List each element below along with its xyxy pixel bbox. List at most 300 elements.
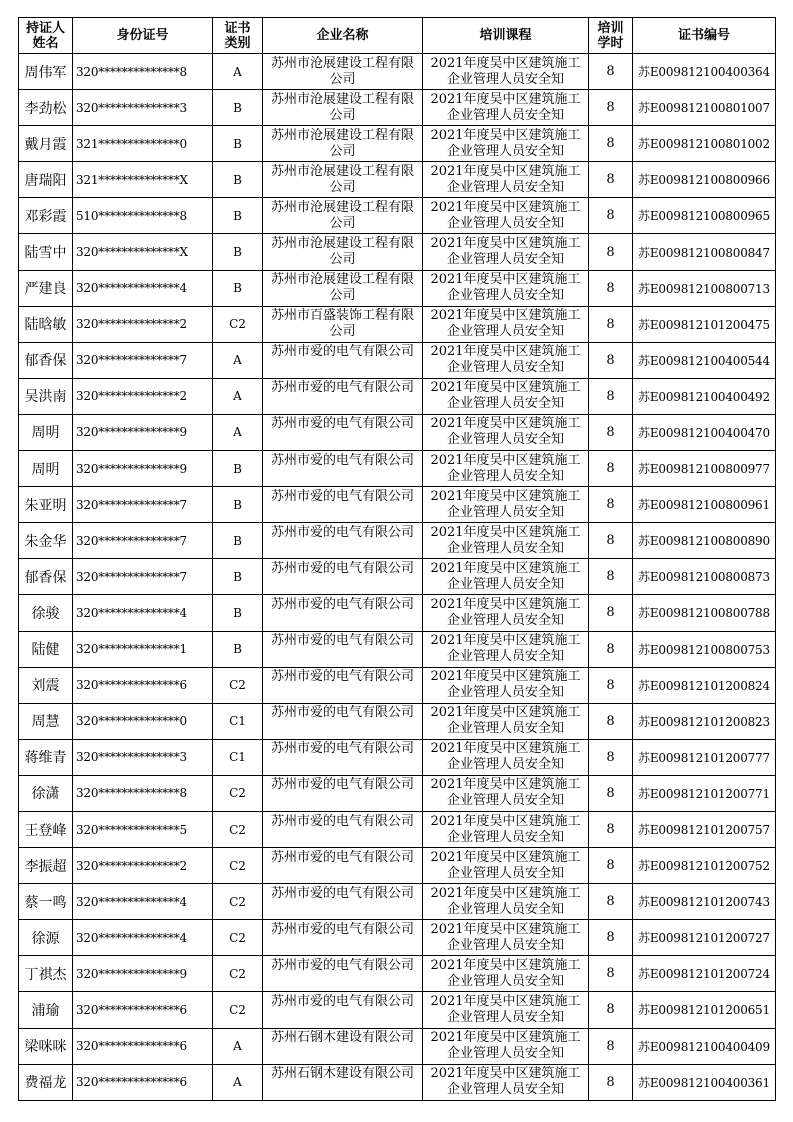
table-row [19, 523, 776, 559]
cell-course [423, 54, 589, 90]
cell-cert: 苏E009812101200743 [633, 884, 776, 920]
cell-hours: 8 [589, 1028, 633, 1064]
cell-hours: 8 [589, 198, 633, 234]
table-row [19, 811, 776, 847]
cell-id: 320**************2 [73, 306, 213, 342]
cell-hours: 8 [589, 306, 633, 342]
table-row [19, 162, 776, 198]
cell-hours: 8 [589, 739, 633, 775]
cell-company-text: 苏州市爱的电气有限公司 [270, 705, 414, 721]
cell-id: 320**************6 [73, 992, 213, 1028]
cell-name: 吴洪南 [19, 378, 73, 414]
cell-company [263, 848, 423, 884]
cell-id: 320**************7 [73, 342, 213, 378]
cell-name: 蒋维青 [19, 739, 73, 775]
cell-course [423, 884, 589, 920]
cell-name: 郁香保 [19, 559, 73, 595]
cell-cert: 苏E009812101200823 [633, 703, 776, 739]
header-name [19, 18, 73, 54]
cell-cert: 苏E009812101200724 [633, 956, 776, 992]
cell-company-text: 苏州市沧展建设工程有限公司 [270, 272, 414, 304]
cell-name: 周明 [19, 414, 73, 450]
cell-type: B [213, 198, 263, 234]
table-row [19, 270, 776, 306]
cell-type: B [213, 559, 263, 595]
cell-course [423, 523, 589, 559]
cell-name: 徐源 [19, 920, 73, 956]
cell-company [263, 811, 423, 847]
cell-id: 320**************8 [73, 54, 213, 90]
cell-company-text: 苏州市百盛装饰工程有限公司 [270, 308, 414, 340]
cell-cert: 苏E009812100400492 [633, 378, 776, 414]
cell-company [263, 1028, 423, 1064]
cell-company [263, 162, 423, 198]
cell-hours: 8 [589, 342, 633, 378]
cell-id: 320**************7 [73, 523, 213, 559]
table-row [19, 451, 776, 487]
cell-cert: 苏E009812101200771 [633, 775, 776, 811]
cell-cert: 苏E009812100800977 [633, 451, 776, 487]
cell-course [423, 487, 589, 523]
cell-cert: 苏E009812100800966 [633, 162, 776, 198]
cell-name: 朱金华 [19, 523, 73, 559]
cell-company-text: 苏州市爱的电气有限公司 [270, 957, 414, 973]
cell-course-text: 2021年度吴中区建筑施工企业管理人员安全知 [430, 416, 581, 448]
cell-company-text: 苏州市沧展建设工程有限公司 [270, 91, 414, 123]
table-row [19, 198, 776, 234]
cell-type: A [213, 342, 263, 378]
table-row [19, 1028, 776, 1064]
cell-cert: 苏E009812100800873 [633, 559, 776, 595]
cell-course-text: 2021年度吴中区建筑施工企业管理人员安全知 [430, 1066, 581, 1098]
table-row [19, 631, 776, 667]
cell-type: A [213, 1064, 263, 1100]
cell-name: 邓彩霞 [19, 198, 73, 234]
cell-id: 320**************X [73, 234, 213, 270]
cell-course-text: 2021年度吴中区建筑施工企业管理人员安全知 [430, 308, 581, 340]
cell-course [423, 342, 589, 378]
cell-company [263, 487, 423, 523]
cell-company-text: 苏州市沧展建设工程有限公司 [270, 199, 414, 231]
cell-company [263, 775, 423, 811]
cell-company-text: 苏州市爱的电气有限公司 [270, 633, 414, 649]
table-row [19, 739, 776, 775]
header-company-text: 企业名称 [316, 28, 369, 43]
cell-type: B [213, 126, 263, 162]
cell-hours: 8 [589, 451, 633, 487]
cell-company [263, 992, 423, 1028]
cell-course-text: 2021年度吴中区建筑施工企业管理人员安全知 [430, 921, 581, 953]
cell-company [263, 703, 423, 739]
cell-course-text: 2021年度吴中区建筑施工企业管理人员安全知 [430, 236, 581, 268]
cell-course-text: 2021年度吴中区建筑施工企业管理人员安全知 [430, 705, 581, 737]
cell-course-text: 2021年度吴中区建筑施工企业管理人员安全知 [430, 633, 581, 665]
cell-company [263, 90, 423, 126]
cell-hours: 8 [589, 54, 633, 90]
cell-course [423, 126, 589, 162]
cell-cert: 苏E009812100800713 [633, 270, 776, 306]
cell-type: C2 [213, 884, 263, 920]
cell-id: 321**************X [73, 162, 213, 198]
cell-type: B [213, 234, 263, 270]
cell-id: 320**************2 [73, 848, 213, 884]
cell-course [423, 234, 589, 270]
cell-name: 梁咪咪 [19, 1028, 73, 1064]
cell-hours: 8 [589, 920, 633, 956]
cell-company [263, 559, 423, 595]
cell-company [263, 956, 423, 992]
cell-company-text: 苏州市沧展建设工程有限公司 [270, 236, 414, 268]
cell-type: B [213, 487, 263, 523]
cell-type: C2 [213, 306, 263, 342]
cell-cert: 苏E009812100400544 [633, 342, 776, 378]
cell-cert: 苏E009812100400409 [633, 1028, 776, 1064]
cell-course-text: 2021年度吴中区建筑施工企业管理人员安全知 [430, 1030, 581, 1062]
cell-id: 320**************4 [73, 884, 213, 920]
cell-cert: 苏E009812100400364 [633, 54, 776, 90]
cell-id: 320**************4 [73, 595, 213, 631]
cell-hours: 8 [589, 559, 633, 595]
cell-company-text: 苏州市爱的电气有限公司 [270, 380, 414, 396]
cell-type: C2 [213, 848, 263, 884]
cell-course [423, 811, 589, 847]
cell-type: B [213, 451, 263, 487]
cell-company [263, 378, 423, 414]
cell-course [423, 414, 589, 450]
cell-hours: 8 [589, 703, 633, 739]
table-header [19, 18, 776, 54]
cell-course-text: 2021年度吴中区建筑施工企业管理人员安全知 [430, 741, 581, 773]
cell-course [423, 920, 589, 956]
table-row [19, 54, 776, 90]
cell-id: 320**************6 [73, 667, 213, 703]
cell-company-text: 苏州市爱的电气有限公司 [270, 885, 414, 901]
cell-type: B [213, 595, 263, 631]
cell-company-text: 苏州石钢木建设有限公司 [270, 1030, 414, 1046]
cell-course [423, 198, 589, 234]
cell-type: B [213, 523, 263, 559]
header-course-text: 培训课程 [479, 28, 532, 43]
table-row [19, 920, 776, 956]
cell-course [423, 739, 589, 775]
cell-type: A [213, 54, 263, 90]
cell-course-text: 2021年度吴中区建筑施工企业管理人员安全知 [430, 993, 581, 1025]
cell-company [263, 920, 423, 956]
cell-course [423, 378, 589, 414]
cell-type: B [213, 90, 263, 126]
cell-course [423, 703, 589, 739]
cell-hours: 8 [589, 667, 633, 703]
cell-type: C2 [213, 775, 263, 811]
table-row [19, 884, 776, 920]
cell-name: 郁香保 [19, 342, 73, 378]
table-row [19, 992, 776, 1028]
cell-company [263, 451, 423, 487]
cell-company [263, 739, 423, 775]
header-type [213, 18, 263, 54]
cell-company [263, 667, 423, 703]
cell-course-text: 2021年度吴中区建筑施工企业管理人员安全知 [430, 199, 581, 231]
cell-course-text: 2021年度吴中区建筑施工企业管理人员安全知 [430, 344, 581, 376]
header-course [423, 18, 589, 54]
cell-id: 320**************1 [73, 631, 213, 667]
cell-type: C1 [213, 739, 263, 775]
cell-company [263, 414, 423, 450]
cell-name: 唐瑞阳 [19, 162, 73, 198]
cell-cert: 苏E009812101200475 [633, 306, 776, 342]
cell-id: 320**************9 [73, 956, 213, 992]
cell-course-text: 2021年度吴中区建筑施工企业管理人员安全知 [430, 127, 581, 159]
table-row [19, 667, 776, 703]
cell-name: 徐潇 [19, 775, 73, 811]
header-company [263, 18, 423, 54]
cell-type: B [213, 631, 263, 667]
header-id [73, 18, 213, 54]
cell-company [263, 54, 423, 90]
cell-cert: 苏E009812101200777 [633, 739, 776, 775]
cell-course-text: 2021年度吴中区建筑施工企业管理人员安全知 [430, 55, 581, 87]
cell-cert: 苏E009812101200824 [633, 667, 776, 703]
cell-company [263, 126, 423, 162]
cell-type: A [213, 378, 263, 414]
cell-hours: 8 [589, 126, 633, 162]
cell-cert: 苏E009812100400470 [633, 414, 776, 450]
cell-type: B [213, 270, 263, 306]
cell-course-text: 2021年度吴中区建筑施工企业管理人员安全知 [430, 885, 581, 917]
table-row [19, 234, 776, 270]
cell-company-text: 苏州市爱的电气有限公司 [270, 849, 414, 865]
cell-company [263, 595, 423, 631]
cell-course-text: 2021年度吴中区建筑施工企业管理人员安全知 [430, 813, 581, 845]
cell-type: C2 [213, 811, 263, 847]
cell-course [423, 90, 589, 126]
cell-id: 320**************7 [73, 559, 213, 595]
cell-course-text: 2021年度吴中区建筑施工企业管理人员安全知 [430, 452, 581, 484]
cell-course [423, 162, 589, 198]
table-row [19, 306, 776, 342]
cell-company-text: 苏州市爱的电气有限公司 [270, 344, 414, 360]
cell-cert: 苏E009812101200757 [633, 811, 776, 847]
cell-cert: 苏E009812101200651 [633, 992, 776, 1028]
cell-name: 陆健 [19, 631, 73, 667]
cell-course [423, 451, 589, 487]
cell-id: 510**************8 [73, 198, 213, 234]
cell-hours: 8 [589, 234, 633, 270]
cell-id: 320**************9 [73, 414, 213, 450]
cell-id: 320**************8 [73, 775, 213, 811]
cell-hours: 8 [589, 162, 633, 198]
cell-company-text: 苏州市爱的电气有限公司 [270, 596, 414, 612]
cell-company-text: 苏州市爱的电气有限公司 [270, 813, 414, 829]
cell-name: 周伟军 [19, 54, 73, 90]
cell-company [263, 884, 423, 920]
cell-id: 320**************0 [73, 703, 213, 739]
cell-company-text: 苏州市爱的电气有限公司 [270, 669, 414, 685]
cell-cert: 苏E009812100801007 [633, 90, 776, 126]
cell-name: 周慧 [19, 703, 73, 739]
cell-cert: 苏E009812101200727 [633, 920, 776, 956]
cell-company-text: 苏州市爱的电气有限公司 [270, 524, 414, 540]
cell-hours: 8 [589, 848, 633, 884]
table-row [19, 848, 776, 884]
cell-company-text: 苏州市爱的电气有限公司 [270, 416, 414, 432]
table-row [19, 487, 776, 523]
cell-course [423, 1064, 589, 1100]
table-row [19, 414, 776, 450]
cell-hours: 8 [589, 523, 633, 559]
cell-company [263, 342, 423, 378]
cell-name: 戴月霞 [19, 126, 73, 162]
cell-course-text: 2021年度吴中区建筑施工企业管理人员安全知 [430, 560, 581, 592]
cell-id: 320**************5 [73, 811, 213, 847]
cell-course [423, 1028, 589, 1064]
cell-cert: 苏E009812100800961 [633, 487, 776, 523]
cell-course-text: 2021年度吴中区建筑施工企业管理人员安全知 [430, 849, 581, 881]
cell-cert: 苏E009812101200752 [633, 848, 776, 884]
header-cert-text: 证书编号 [677, 28, 730, 43]
cell-cert: 苏E009812100800847 [633, 234, 776, 270]
cell-name: 陆雪中 [19, 234, 73, 270]
cell-course-text: 2021年度吴中区建筑施工企业管理人员安全知 [430, 596, 581, 628]
cell-name: 蔡一鸣 [19, 884, 73, 920]
cell-course [423, 270, 589, 306]
cell-course-text: 2021年度吴中区建筑施工企业管理人员安全知 [430, 91, 581, 123]
cell-name: 陆晗敏 [19, 306, 73, 342]
cell-hours: 8 [589, 414, 633, 450]
cell-company [263, 306, 423, 342]
cell-name: 刘震 [19, 667, 73, 703]
cell-course-text: 2021年度吴中区建筑施工企业管理人员安全知 [430, 777, 581, 809]
table-row [19, 775, 776, 811]
cell-cert: 苏E009812100800753 [633, 631, 776, 667]
cell-id: 320**************3 [73, 90, 213, 126]
cell-course [423, 595, 589, 631]
cell-id: 320**************4 [73, 270, 213, 306]
cell-hours: 8 [589, 884, 633, 920]
table-row [19, 956, 776, 992]
cell-company-text: 苏州市爱的电气有限公司 [270, 560, 414, 576]
cell-cert: 苏E009812100800890 [633, 523, 776, 559]
table-body [19, 54, 776, 1101]
cell-name: 李振超 [19, 848, 73, 884]
cell-course [423, 992, 589, 1028]
cell-id: 320**************3 [73, 739, 213, 775]
table-row [19, 342, 776, 378]
cell-type: A [213, 1028, 263, 1064]
cell-course-text: 2021年度吴中区建筑施工企业管理人员安全知 [430, 380, 581, 412]
cell-course [423, 559, 589, 595]
cell-company-text: 苏州市沧展建设工程有限公司 [270, 163, 414, 195]
cell-company [263, 198, 423, 234]
header-type-text: 证书 类别 [224, 20, 251, 51]
cell-company [263, 523, 423, 559]
cell-id: 320**************6 [73, 1028, 213, 1064]
cell-type: C2 [213, 956, 263, 992]
cell-name: 徐骏 [19, 595, 73, 631]
header-hours [589, 18, 633, 54]
header-cert [633, 18, 776, 54]
cell-company [263, 270, 423, 306]
cell-company [263, 1064, 423, 1100]
cell-hours: 8 [589, 378, 633, 414]
cell-type: B [213, 162, 263, 198]
table-row [19, 559, 776, 595]
cell-company [263, 631, 423, 667]
cell-type: C2 [213, 992, 263, 1028]
cell-cert: 苏E009812100800788 [633, 595, 776, 631]
header-id-text: 身份证号 [116, 28, 169, 43]
cell-company-text: 苏州市爱的电气有限公司 [270, 452, 414, 468]
cell-hours: 8 [589, 595, 633, 631]
cell-company [263, 234, 423, 270]
cell-id: 320**************7 [73, 487, 213, 523]
cell-name: 严建良 [19, 270, 73, 306]
cell-course [423, 848, 589, 884]
cell-hours: 8 [589, 270, 633, 306]
cell-hours: 8 [589, 1064, 633, 1100]
cell-course-text: 2021年度吴中区建筑施工企业管理人员安全知 [430, 669, 581, 701]
cell-cert: 苏E009812100400361 [633, 1064, 776, 1100]
cell-company-text: 苏州市爱的电气有限公司 [270, 777, 414, 793]
cell-company-text: 苏州市沧展建设工程有限公司 [270, 127, 414, 159]
table-row [19, 1064, 776, 1100]
cell-company-text: 苏州市沧展建设工程有限公司 [270, 55, 414, 87]
cell-id: 320**************9 [73, 451, 213, 487]
cell-name: 王登峰 [19, 811, 73, 847]
cell-course [423, 775, 589, 811]
cell-name: 费福龙 [19, 1064, 73, 1100]
cell-name: 浦瑜 [19, 992, 73, 1028]
table-row [19, 595, 776, 631]
cell-course [423, 306, 589, 342]
cell-name: 丁祺杰 [19, 956, 73, 992]
cell-course-text: 2021年度吴中区建筑施工企业管理人员安全知 [430, 488, 581, 520]
table-row [19, 126, 776, 162]
cell-company-text: 苏州市爱的电气有限公司 [270, 921, 414, 937]
header-name-text: 持证人 姓名 [25, 20, 65, 51]
cell-cert: 苏E009812100800965 [633, 198, 776, 234]
cell-company-text: 苏州市爱的电气有限公司 [270, 993, 414, 1009]
cell-hours: 8 [589, 992, 633, 1028]
cell-course-text: 2021年度吴中区建筑施工企业管理人员安全知 [430, 272, 581, 304]
cell-course [423, 667, 589, 703]
cell-id: 320**************2 [73, 378, 213, 414]
table-row [19, 703, 776, 739]
cell-id: 320**************6 [73, 1064, 213, 1100]
cell-name: 李劲松 [19, 90, 73, 126]
cell-name: 周明 [19, 451, 73, 487]
certificate-table [18, 17, 776, 1101]
cell-company-text: 苏州市爱的电气有限公司 [270, 488, 414, 504]
cell-hours: 8 [589, 775, 633, 811]
cell-type: C2 [213, 920, 263, 956]
cell-type: C1 [213, 703, 263, 739]
header-row [19, 18, 776, 54]
cell-hours: 8 [589, 811, 633, 847]
table-row [19, 378, 776, 414]
cell-hours: 8 [589, 487, 633, 523]
cell-hours: 8 [589, 90, 633, 126]
header-hours-text: 培训 学时 [597, 20, 624, 51]
cell-course [423, 631, 589, 667]
cell-hours: 8 [589, 956, 633, 992]
cell-type: C2 [213, 667, 263, 703]
cell-course [423, 956, 589, 992]
cell-course-text: 2021年度吴中区建筑施工企业管理人员安全知 [430, 524, 581, 556]
cell-hours: 8 [589, 631, 633, 667]
cell-name: 朱亚明 [19, 487, 73, 523]
table-row [19, 90, 776, 126]
